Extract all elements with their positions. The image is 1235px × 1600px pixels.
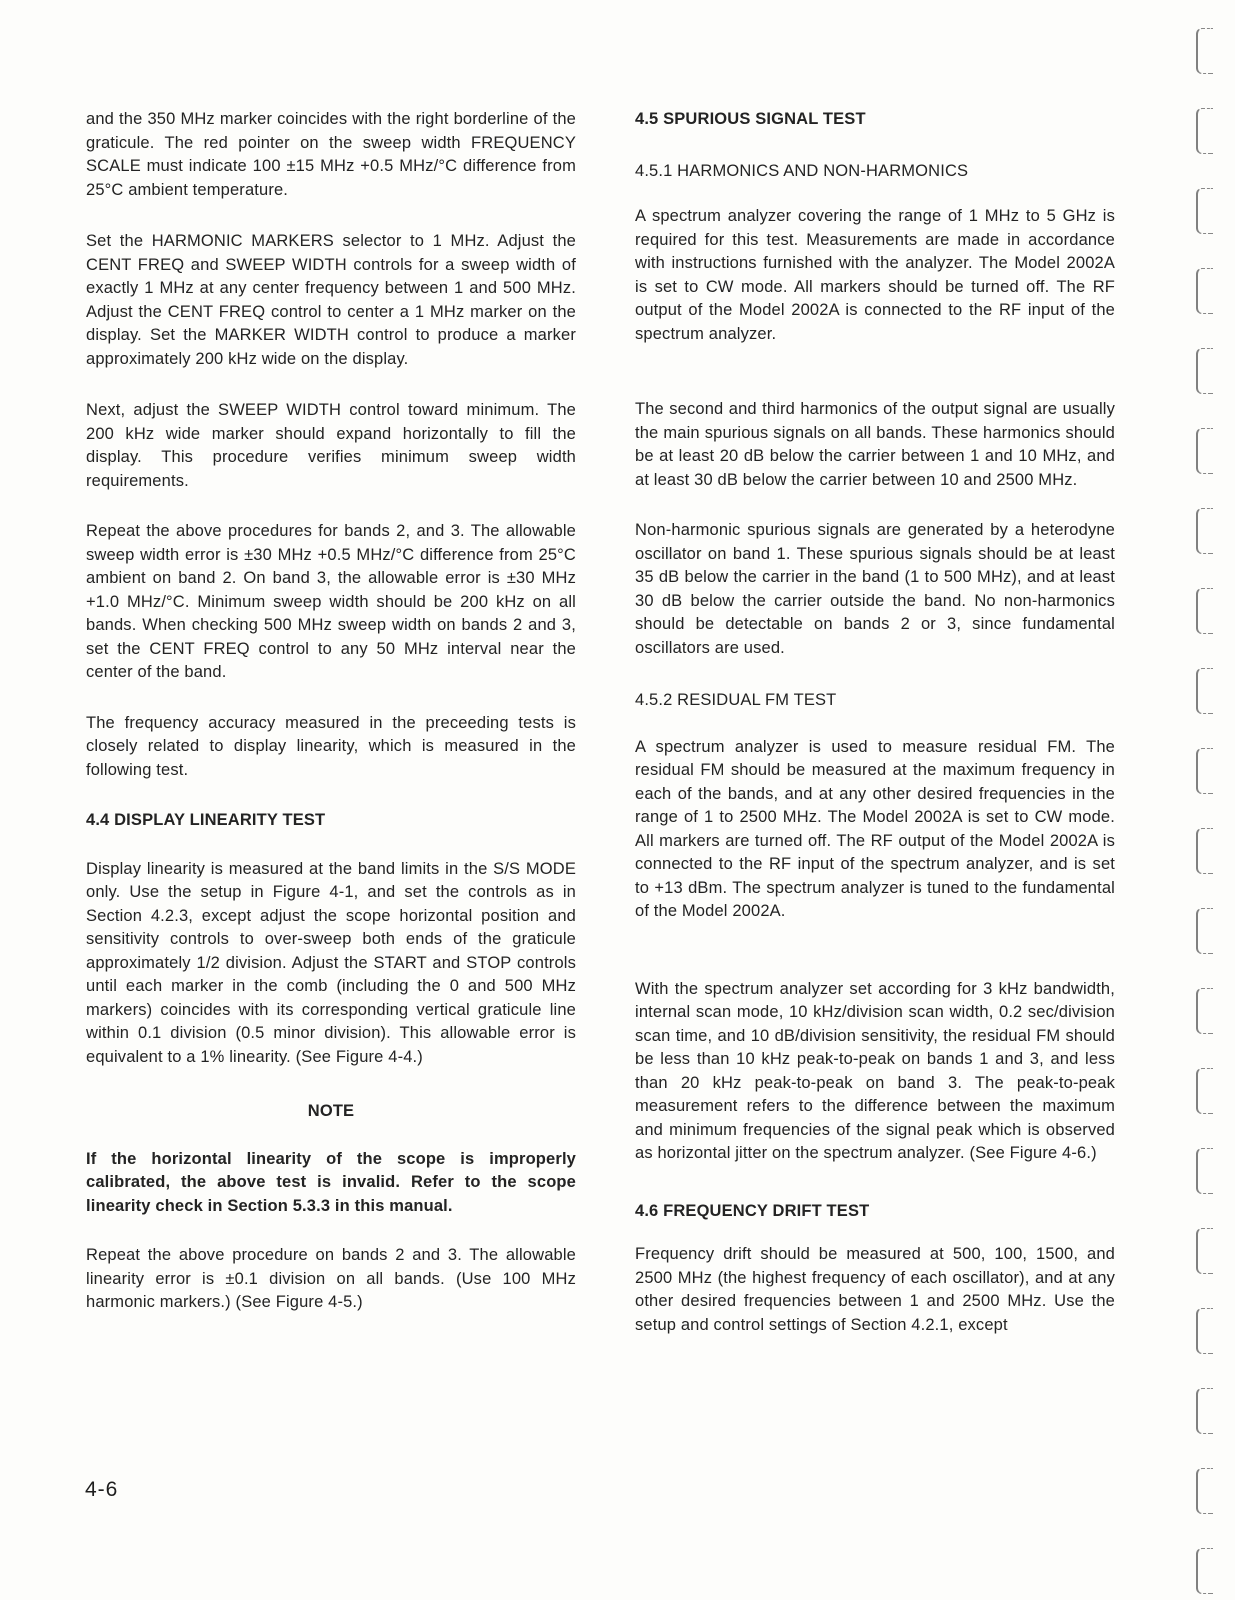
binder-mark-icon bbox=[1196, 1148, 1213, 1194]
section-heading-4-4: 4.4 DISPLAY LINEARITY TEST bbox=[86, 811, 326, 829]
paragraph-sweep-width-min: Next, adjust the SWEEP WIDTH control toward minimum. The 200 kHz wide marker should expand horizontally to fill the display. This procedure verifies minimum sweep width requirements. bbox=[86, 401, 576, 490]
paragraph-residual-fm: A spectrum analyzer is used to measure residual FM. The residual FM should be measured at the maximum frequency in each of the bands, and at any other desired frequencies in the range of 1 to 2500 MHz. The Model 2002A is set to CW mode. All markers are turned off. The RF output of the Model 2002A is connected to the RF input of the spectrum analyzer, and is set to +13 dBm. The spectrum analyzer is tuned to the fundamental of the Model 2002A. bbox=[635, 737, 1115, 920]
binder-mark-icon bbox=[1196, 108, 1213, 154]
binder-mark-icon bbox=[1196, 1308, 1213, 1354]
paragraph-display-linearity: Display linearity is measured at the band limits in the S/S MODE only. Use the setup in Figure 4-1, and set the controls as in Section 4.2.3, except adjust the scope horizontal position and sensitivity controls to over-sweep both ends of the graticule approximately 1/2 division. Adjust the START and STOP controls until each marker in the comb (including the 0 and 500 MHz markers) coincides with its corresponding vertical graticule line within 0.1 division (0.5 minor division). This allowable error is equivalent to a 1% linearity. (See Figure 4-4.) bbox=[86, 859, 576, 1066]
section-heading-4-6: 4.6 FREQUENCY DRIFT TEST bbox=[635, 1201, 870, 1220]
right-column bbox=[635, 108, 1115, 1337]
binder-mark-icon bbox=[1196, 348, 1213, 394]
binder-mark-icon bbox=[1196, 1228, 1213, 1274]
section-heading-4-5-2: 4.5.2 RESIDUAL FM TEST bbox=[635, 691, 837, 709]
binder-mark-icon bbox=[1196, 1548, 1213, 1594]
binder-mark-icon bbox=[1196, 28, 1213, 74]
binder-mark-icon bbox=[1196, 1388, 1213, 1434]
binder-mark-icon bbox=[1196, 1468, 1213, 1514]
paragraph-non-harmonic: Non-harmonic spurious signals are generated by a heterodyne oscillator on band 1. These spurious signals should be at least 35 dB below the carrier in the band (1 to 500 MHz), and at least 30 dB below the carrier outside the band. No non-harmonics should be detectable on bands 2 or 3, since fundamental oscillators are used. bbox=[635, 521, 1115, 657]
note-heading: NOTE bbox=[307, 1102, 355, 1120]
paragraph-spectrum-analyzer: A spectrum analyzer covering the range of 1 MHz to 5 GHz is required for this test. Measurements are made in accordance with instructions furnished with the analyzer. The Model 2002A is set to CW mode. All markers should be turned off. The RF output of the Model 2002A is connected to the RF input of the spectrum analyzer. bbox=[635, 207, 1115, 343]
paragraph-second-third-harmonics: The second and third harmonics of the output signal are usually the main spurious signals on all bands. These harmonics should be at least 20 dB below the carrier between 1 and 10 MHz, and at least 30 dB below the carrier between 10 and 2500 MHz. bbox=[635, 400, 1115, 489]
binder-mark-icon bbox=[1196, 668, 1213, 714]
binder-mark-icon bbox=[1196, 508, 1213, 554]
paragraph-frequency-drift: Frequency drift should be measured at 500, 100, 1500, and 2500 MHz (the highest frequency of each oscillator), and at any other desired frequencies between 1 and 2500 MHz. Use the setup and control settings of Section 4.2.1, except bbox=[635, 1245, 1115, 1334]
paragraph-analyzer-settings: With the spectrum analyzer set according for 3 kHz bandwidth, internal scan mode, 10 kHz/division scan width, 0.2 sec/division scan time, and 10 dB/division sensitivity, the residual FM should be less than 10 kHz peak-to-peak on bands 1 and 3, and less than 20 kHz peak-to-peak on band 3. The peak-to-peak measurement refers to the difference between the maximum and minimum frequencies of the signal peak which is observed as horizontal jitter on the spectrum analyzer. (See Figure 4-6.) bbox=[635, 979, 1115, 1162]
page-number: 4-6 bbox=[85, 1478, 119, 1501]
paragraph-note-body: If the horizontal linearity of the scope is improperly calibrated, the above test is invalid. Refer to the scope linearity check in Section 5.3.3 in this manual. bbox=[86, 1149, 576, 1215]
binder-mark-icon bbox=[1196, 988, 1213, 1034]
paragraph-marker-coincide: and the 350 MHz marker coincides with the right borderline of the graticule. The red pointer on the sweep width FREQUENCY SCALE must indicate 100 ±15 MHz +0.5 MHz/°C difference from 25°C ambient temperature. bbox=[86, 110, 576, 199]
binder-mark-icon bbox=[1196, 428, 1213, 474]
left-column bbox=[86, 108, 576, 1315]
binder-mark-icon bbox=[1196, 908, 1213, 954]
binder-mark-icon bbox=[1196, 828, 1213, 874]
binder-mark-icon bbox=[1196, 1068, 1213, 1114]
binder-mark-icon bbox=[1196, 588, 1213, 634]
paragraph-harmonic-markers: Set the HARMONIC MARKERS selector to 1 MHz. Adjust the CENT FREQ and SWEEP WIDTH controls for a sweep width of exactly 1 MHz at any center frequency between 1 and 500 MHz. Adjust the CENT FREQ control to center a 1 MHz marker on the display. Set the MARKER WIDTH control to produce a marker approximately 200 kHz wide on the display. bbox=[86, 232, 576, 368]
paragraph-repeat-bands: Repeat the above procedures for bands 2, and 3. The allowable sweep width error is ±30 MHz +0.5 MHz/°C difference from 25°C ambient on band 2. On band 3, the allowable error is ±30 MHz +1.0 MHz/°C. Minimum sweep width should be 200 kHz on all bands. When checking 500 MHz sweep width on bands 2 and 3, set the CENT FREQ control to any 50 MHz interval near the center of the band. bbox=[86, 522, 576, 681]
binder-mark-icon bbox=[1196, 188, 1213, 234]
binder-mark-icon bbox=[1196, 748, 1213, 794]
section-heading-4-5-1: 4.5.1 HARMONICS AND NON-HARMONICS bbox=[635, 161, 969, 180]
paragraph-frequency-accuracy: The frequency accuracy measured in the preceeding tests is closely related to display linearity, which is measured in the following test. bbox=[86, 713, 576, 779]
paragraph-repeat-procedure: Repeat the above procedure on bands 2 and 3. The allowable linearity error is ±0.1 division on all bands. (Use 100 MHz harmonic markers.) (See Figure 4-5.) bbox=[86, 1246, 576, 1311]
section-heading-4-5: 4.5 SPURIOUS SIGNAL TEST bbox=[635, 110, 866, 128]
binder-mark-icon bbox=[1196, 268, 1213, 314]
